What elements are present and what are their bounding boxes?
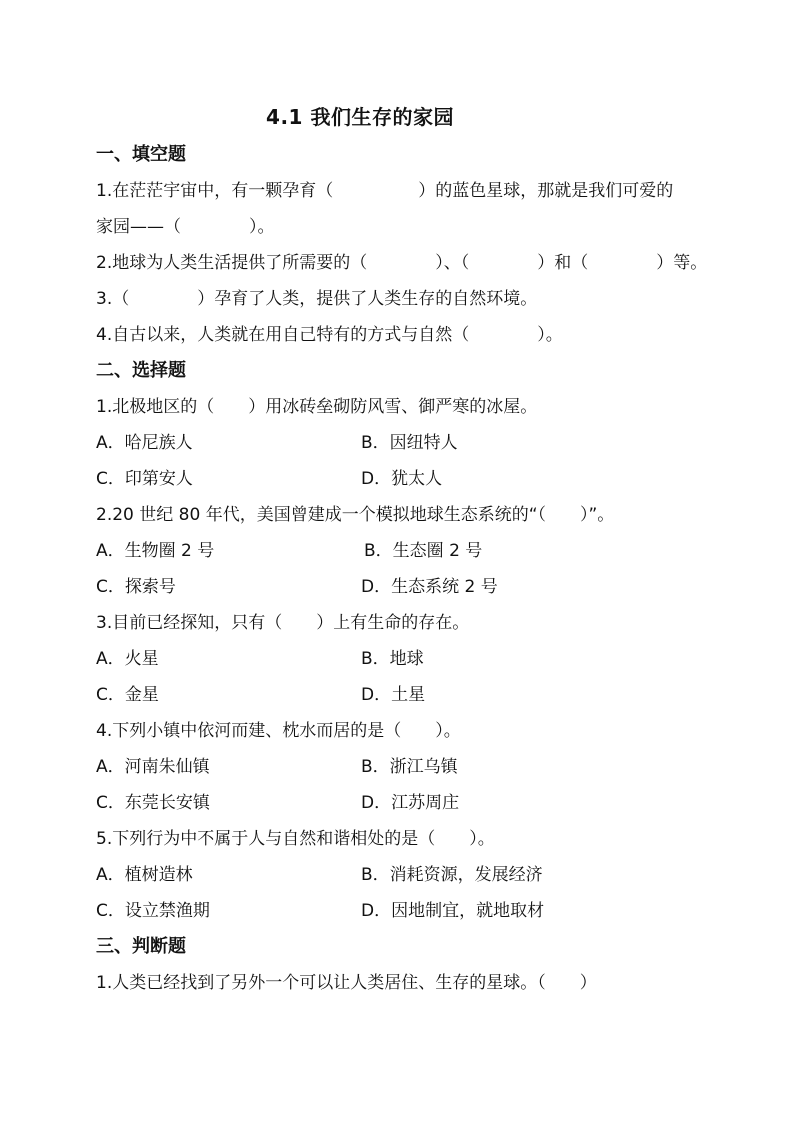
choice-q4-option-b: B．浙江乌镇 <box>361 757 458 777</box>
choice-q2-option-b: B．生态圈 2 号 <box>364 541 483 561</box>
choice-question-3: 3.目前已经探知，只有（ ）上有生命的存在。 <box>96 613 470 633</box>
choice-q2-option-c: C．探索号 <box>96 577 176 597</box>
choice-q4-option-a: A．河南朱仙镇 <box>96 757 210 777</box>
fill-question-1-line-1: 1.在茫茫宇宙中，有一颗孕育（ ）的蓝色星球，那就是我们可爱的 <box>96 181 674 201</box>
choice-q4-option-c: C．东莞长安镇 <box>96 793 210 813</box>
section-heading-fill: 一、填空题 <box>96 144 186 165</box>
judge-question-1: 1.人类已经找到了另外一个可以让人类居住、生存的星球。（ ） <box>96 973 597 993</box>
choice-q1-option-a: A．哈尼族人 <box>96 433 193 453</box>
choice-q1-option-c: C．印第安人 <box>96 469 193 489</box>
choice-q3-option-c: C．金星 <box>96 685 159 705</box>
choice-q2-option-a: A．生物圈 2 号 <box>96 541 215 561</box>
choice-q2-option-d: D．生态系统 2 号 <box>361 577 498 597</box>
choice-q3-option-d: D．土星 <box>361 685 426 705</box>
section-heading-choice: 二、选择题 <box>96 360 186 381</box>
section-heading-judge: 三、判断题 <box>96 936 186 957</box>
page-title: 4.1 我们生存的家园 <box>266 105 454 129</box>
choice-q3-option-a: A．火星 <box>96 649 159 669</box>
choice-q3-option-b: B．地球 <box>361 649 424 669</box>
choice-q5-option-a: A．植树造林 <box>96 865 193 885</box>
choice-question-2: 2.20 世纪 80 年代，美国曾建成一个模拟地球生态系统的“（ ）”。 <box>96 505 615 525</box>
choice-q1-option-d: D．犹太人 <box>361 469 443 489</box>
choice-q5-option-d: D．因地制宜，就地取材 <box>361 901 545 921</box>
choice-q5-option-b: B．消耗资源，发展经济 <box>361 865 543 885</box>
choice-q5-option-c: C．设立禁渔期 <box>96 901 210 921</box>
choice-question-1: 1.北极地区的（ ）用冰砖垒砌防风雪、御严寒的冰屋。 <box>96 397 538 417</box>
choice-question-4: 4.下列小镇中依河而建、枕水而居的是（ ）。 <box>96 721 461 741</box>
fill-question-4: 4.自古以来，人类就在用自己特有的方式与自然（ ）。 <box>96 325 563 345</box>
choice-q4-option-d: D．江苏周庄 <box>361 793 460 813</box>
choice-q1-option-b: B．因纽特人 <box>361 433 458 453</box>
choice-question-5: 5.下列行为中不属于人与自然和谐相处的是（ ）。 <box>96 829 495 849</box>
fill-question-1-line-2: 家园——（ ）。 <box>96 217 275 237</box>
fill-question-2: 2.地球为人类生活提供了所需要的（ ）、（ ）和（ ）等。 <box>96 253 708 273</box>
fill-question-3: 3.（ ）孕育了人类，提供了人类生存的自然环境。 <box>96 289 538 309</box>
